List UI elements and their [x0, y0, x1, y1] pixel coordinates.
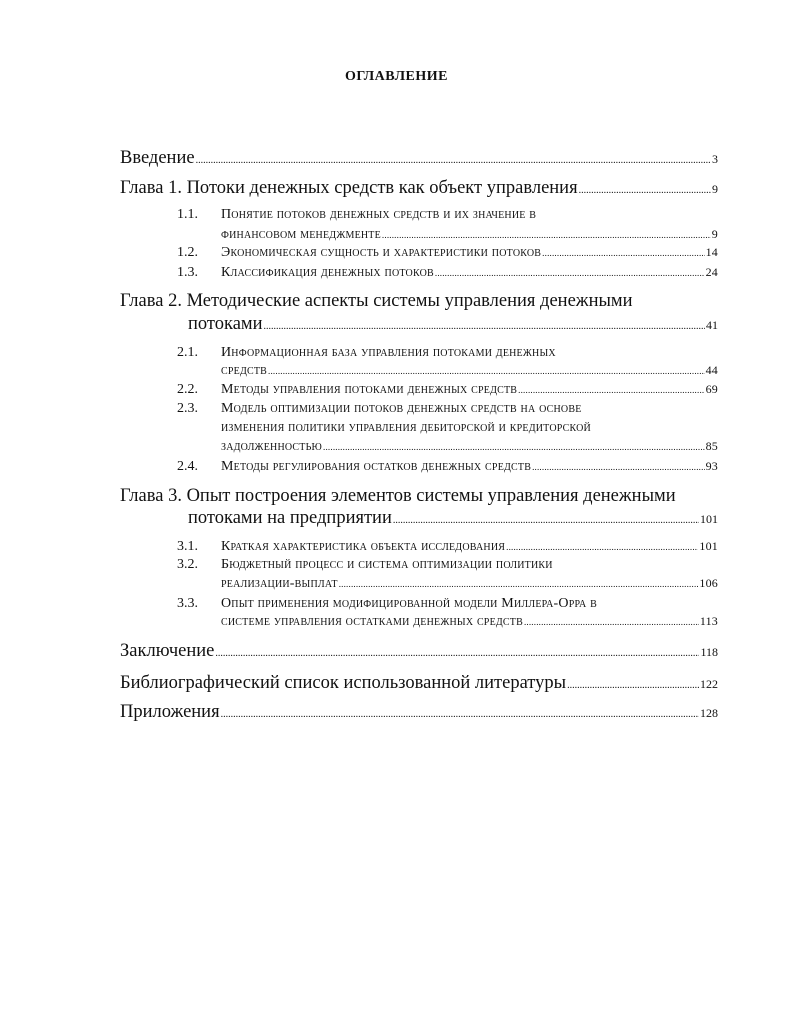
page-number: 14 — [705, 245, 718, 259]
page-number: 101 — [700, 512, 718, 526]
entry-label: Методы регулирования остатков денежных средств — [221, 459, 532, 474]
dot-leader — [506, 542, 698, 552]
page-number: 9 — [711, 227, 718, 241]
dot-leader — [339, 579, 699, 589]
page-number: 24 — [705, 265, 718, 279]
dot-leader — [567, 680, 699, 691]
entry-label: потоками на предприятии — [188, 508, 392, 528]
entry-label: Методы управления потоками денежных средств — [221, 382, 518, 397]
page-number: 69 — [705, 382, 718, 396]
page-number: 41 — [706, 318, 718, 332]
toc-entry-2-1 — [221, 363, 718, 379]
toc-entry-chapter-1 — [120, 178, 718, 199]
section-number: 2.3. — [177, 401, 198, 416]
page-number: 9 — [712, 182, 718, 196]
dot-leader — [221, 709, 699, 720]
toc-entry-3-1 — [221, 539, 718, 555]
entry-label: Классификация денежных потоков — [221, 265, 434, 280]
page-number: 3 — [712, 152, 718, 166]
dot-leader — [382, 230, 711, 240]
entry-label: реализации-выплат — [221, 576, 338, 591]
entry-label: системе управления остатками денежных средств — [221, 614, 523, 629]
dot-leader — [215, 648, 699, 659]
entry-label: средств — [221, 363, 268, 378]
chapter-title-line: Глава 3. Опыт построения элементов системы управления денежными — [120, 486, 676, 506]
toc-entry-1-2 — [221, 245, 718, 261]
page-number: 85 — [705, 439, 718, 453]
section-title-line: изменения политики управления дебиторской и кредиторской — [221, 420, 591, 435]
toc-title: ОГЛАВЛЕНИЕ — [345, 69, 448, 84]
section-title-line: Понятие потоков денежных средств и их значение в — [221, 207, 537, 222]
entry-label: потоками — [188, 314, 263, 334]
toc-entry-bibliography — [120, 673, 718, 694]
section-number: 3.2. — [177, 557, 198, 572]
page-number: 128 — [700, 706, 718, 720]
entry-label: финансовом менеджменте — [221, 227, 381, 242]
toc-entry-chapter-2 — [188, 314, 718, 335]
page-number: 118 — [700, 645, 718, 659]
dot-leader — [196, 155, 711, 166]
dot-leader — [264, 321, 705, 332]
toc-entry-1-3 — [221, 265, 718, 281]
chapter-title-line: Глава 2. Методические аспекты системы управления денежными — [120, 291, 633, 311]
page-number: 122 — [700, 677, 718, 691]
dot-leader — [323, 442, 705, 452]
toc-entry-1-1 — [221, 227, 718, 243]
section-title-line: Опыт применения модифицированной модели Миллера-Орра в — [221, 596, 597, 611]
toc-entry-intro — [120, 148, 718, 169]
entry-label: Приложения — [120, 702, 220, 722]
page-number: 101 — [699, 539, 718, 553]
entry-label: Заключение — [120, 641, 215, 661]
toc-entry-chapter-3 — [188, 508, 718, 529]
section-number: 2.1. — [177, 345, 198, 360]
dot-leader — [435, 268, 705, 278]
toc-entry-3-3 — [221, 614, 718, 630]
dot-leader — [579, 185, 711, 196]
dot-leader — [532, 462, 705, 472]
toc-entry-2-2 — [221, 382, 718, 398]
dot-leader — [268, 366, 705, 376]
toc-entry-3-2 — [221, 576, 718, 592]
toc-entry-2-3 — [221, 439, 718, 455]
section-number: 2.4. — [177, 459, 198, 474]
page-number: 44 — [705, 363, 718, 377]
toc-entry-conclusion — [120, 641, 718, 662]
section-number: 1.1. — [177, 207, 198, 222]
section-title-line: Информационная база управления потоками денежных — [221, 345, 556, 360]
page-number: 113 — [699, 614, 718, 628]
entry-label: Библиографический список использованной литературы — [120, 673, 567, 693]
dot-leader — [542, 248, 704, 258]
section-number: 3.1. — [177, 539, 198, 554]
dot-leader — [518, 385, 704, 395]
dot-leader — [393, 515, 699, 526]
section-title-line: Модель оптимизации потоков денежных средств на основе — [221, 401, 582, 416]
section-title-line: Бюджетный процесс и система оптимизации политики — [221, 557, 553, 572]
page-number: 93 — [705, 459, 718, 473]
entry-label: задолженностью — [221, 439, 323, 454]
entry-label: Глава 1. Потоки денежных средств как объект управления — [120, 178, 578, 198]
section-number: 3.3. — [177, 596, 198, 611]
entry-label: Краткая характеристика объекта исследования — [221, 539, 506, 554]
section-number: 2.2. — [177, 382, 198, 397]
section-number: 1.2. — [177, 245, 198, 260]
toc-entry-2-4 — [221, 459, 718, 475]
toc-entry-appendix — [120, 702, 718, 723]
dot-leader — [524, 617, 699, 627]
page-number: 106 — [699, 576, 718, 590]
entry-label: Экономическая сущность и характеристики потоков — [221, 245, 542, 260]
entry-label: Введение — [120, 148, 195, 168]
section-number: 1.3. — [177, 265, 198, 280]
